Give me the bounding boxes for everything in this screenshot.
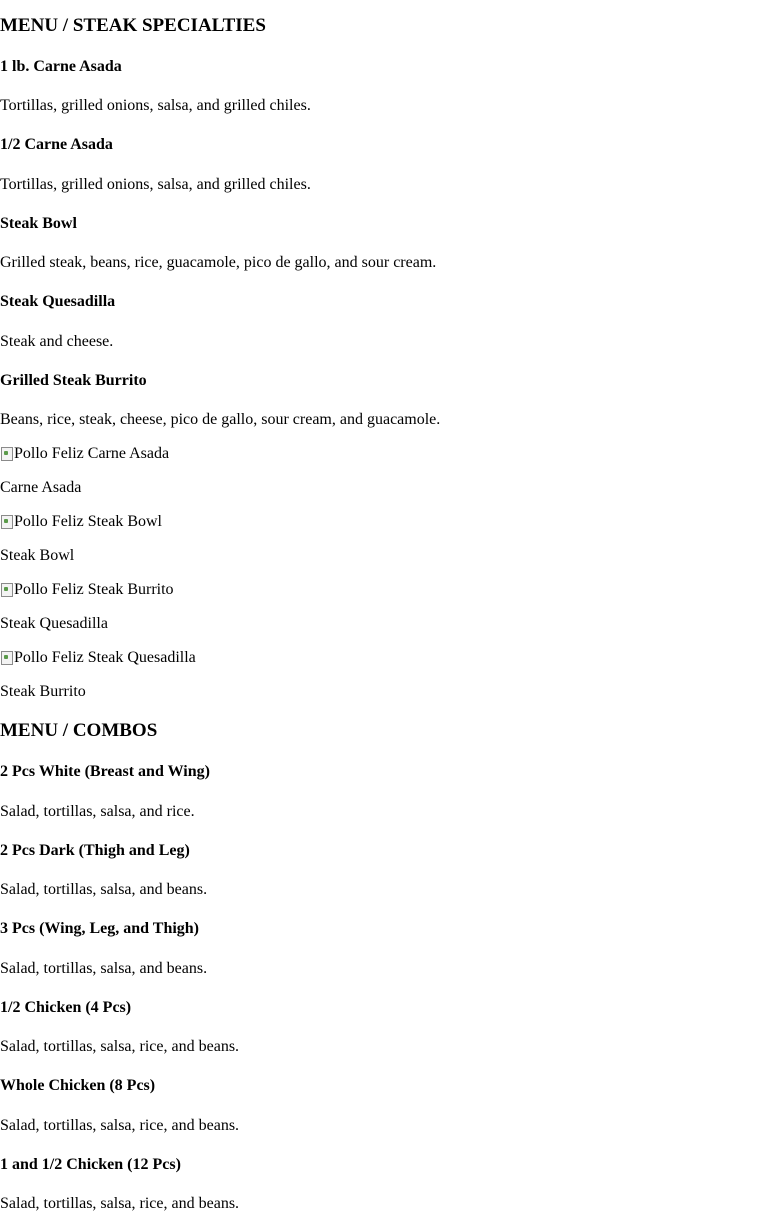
menu-image-caption: Carne Asada xyxy=(0,479,82,496)
menu-image xyxy=(0,512,162,531)
menu-item-name: 1/2 Carne Asada xyxy=(0,136,113,153)
menu-item-desc: Steak and cheese. xyxy=(0,333,114,350)
menu-image xyxy=(0,580,174,599)
menu-item-desc: Salad, tortillas, salsa, rice, and beans. xyxy=(0,1038,240,1055)
menu-item-desc: Salad, tortillas, salsa, and beans. xyxy=(0,960,208,977)
menu-item-desc: Salad, tortillas, salsa, and rice. xyxy=(0,803,195,820)
menu-image xyxy=(0,648,196,667)
broken-image-icon xyxy=(0,514,14,530)
menu-image-caption: Steak Burrito xyxy=(0,683,86,700)
menu-image xyxy=(0,444,169,463)
steak-section-title: MENU / STEAK SPECIALTIES xyxy=(0,15,266,36)
menu-item-name: Steak Quesadilla xyxy=(0,293,116,310)
menu-item-name: 2 Pcs Dark (Thigh and Leg) xyxy=(0,842,190,859)
menu-item-name: 3 Pcs (Wing, Leg, and Thigh) xyxy=(0,920,200,937)
menu-image-caption: Steak Quesadilla xyxy=(0,615,108,632)
menu-image-alt: Pollo Feliz Steak Quesadilla xyxy=(14,649,196,666)
menu-image-alt: Pollo Feliz Carne Asada xyxy=(14,445,170,462)
broken-image-icon xyxy=(0,582,14,598)
menu-item-name: Steak Bowl xyxy=(0,215,77,232)
menu-item-desc: Grilled steak, beans, rice, guacamole, pico de gallo, and sour cream. xyxy=(0,254,437,271)
menu-item-name: Grilled Steak Burrito xyxy=(0,372,147,389)
menu-image-alt: Pollo Feliz Steak Burrito xyxy=(14,581,174,598)
menu-item-desc: Beans, rice, steak, cheese, pico de gallo, sour cream, and guacamole. xyxy=(0,411,441,428)
menu-item-name: 2 Pcs White (Breast and Wing) xyxy=(0,763,210,780)
menu-item-name: 1 and 1/2 Chicken (12 Pcs) xyxy=(0,1156,181,1173)
broken-image-icon xyxy=(0,446,14,462)
broken-image-icon xyxy=(0,650,14,666)
menu-item-desc: Salad, tortillas, salsa, rice, and beans. xyxy=(0,1195,240,1212)
menu-image-alt: Pollo Feliz Steak Bowl xyxy=(14,513,162,530)
menu-item-name: Whole Chicken (8 Pcs) xyxy=(0,1077,156,1094)
combos-section-title: MENU / COMBOS xyxy=(0,720,158,741)
menu-item-desc: Salad, tortillas, salsa, and beans. xyxy=(0,881,208,898)
menu-item-desc: Salad, tortillas, salsa, rice, and beans. xyxy=(0,1117,240,1134)
menu-item-name: 1/2 Chicken (4 Pcs) xyxy=(0,999,132,1016)
menu-image-caption: Steak Bowl xyxy=(0,547,75,564)
menu-item-name: 1 lb. Carne Asada xyxy=(0,58,122,75)
menu-item-desc: Tortillas, grilled onions, salsa, and grilled chiles. xyxy=(0,176,311,193)
menu-item-desc: Tortillas, grilled onions, salsa, and grilled chiles. xyxy=(0,97,311,114)
